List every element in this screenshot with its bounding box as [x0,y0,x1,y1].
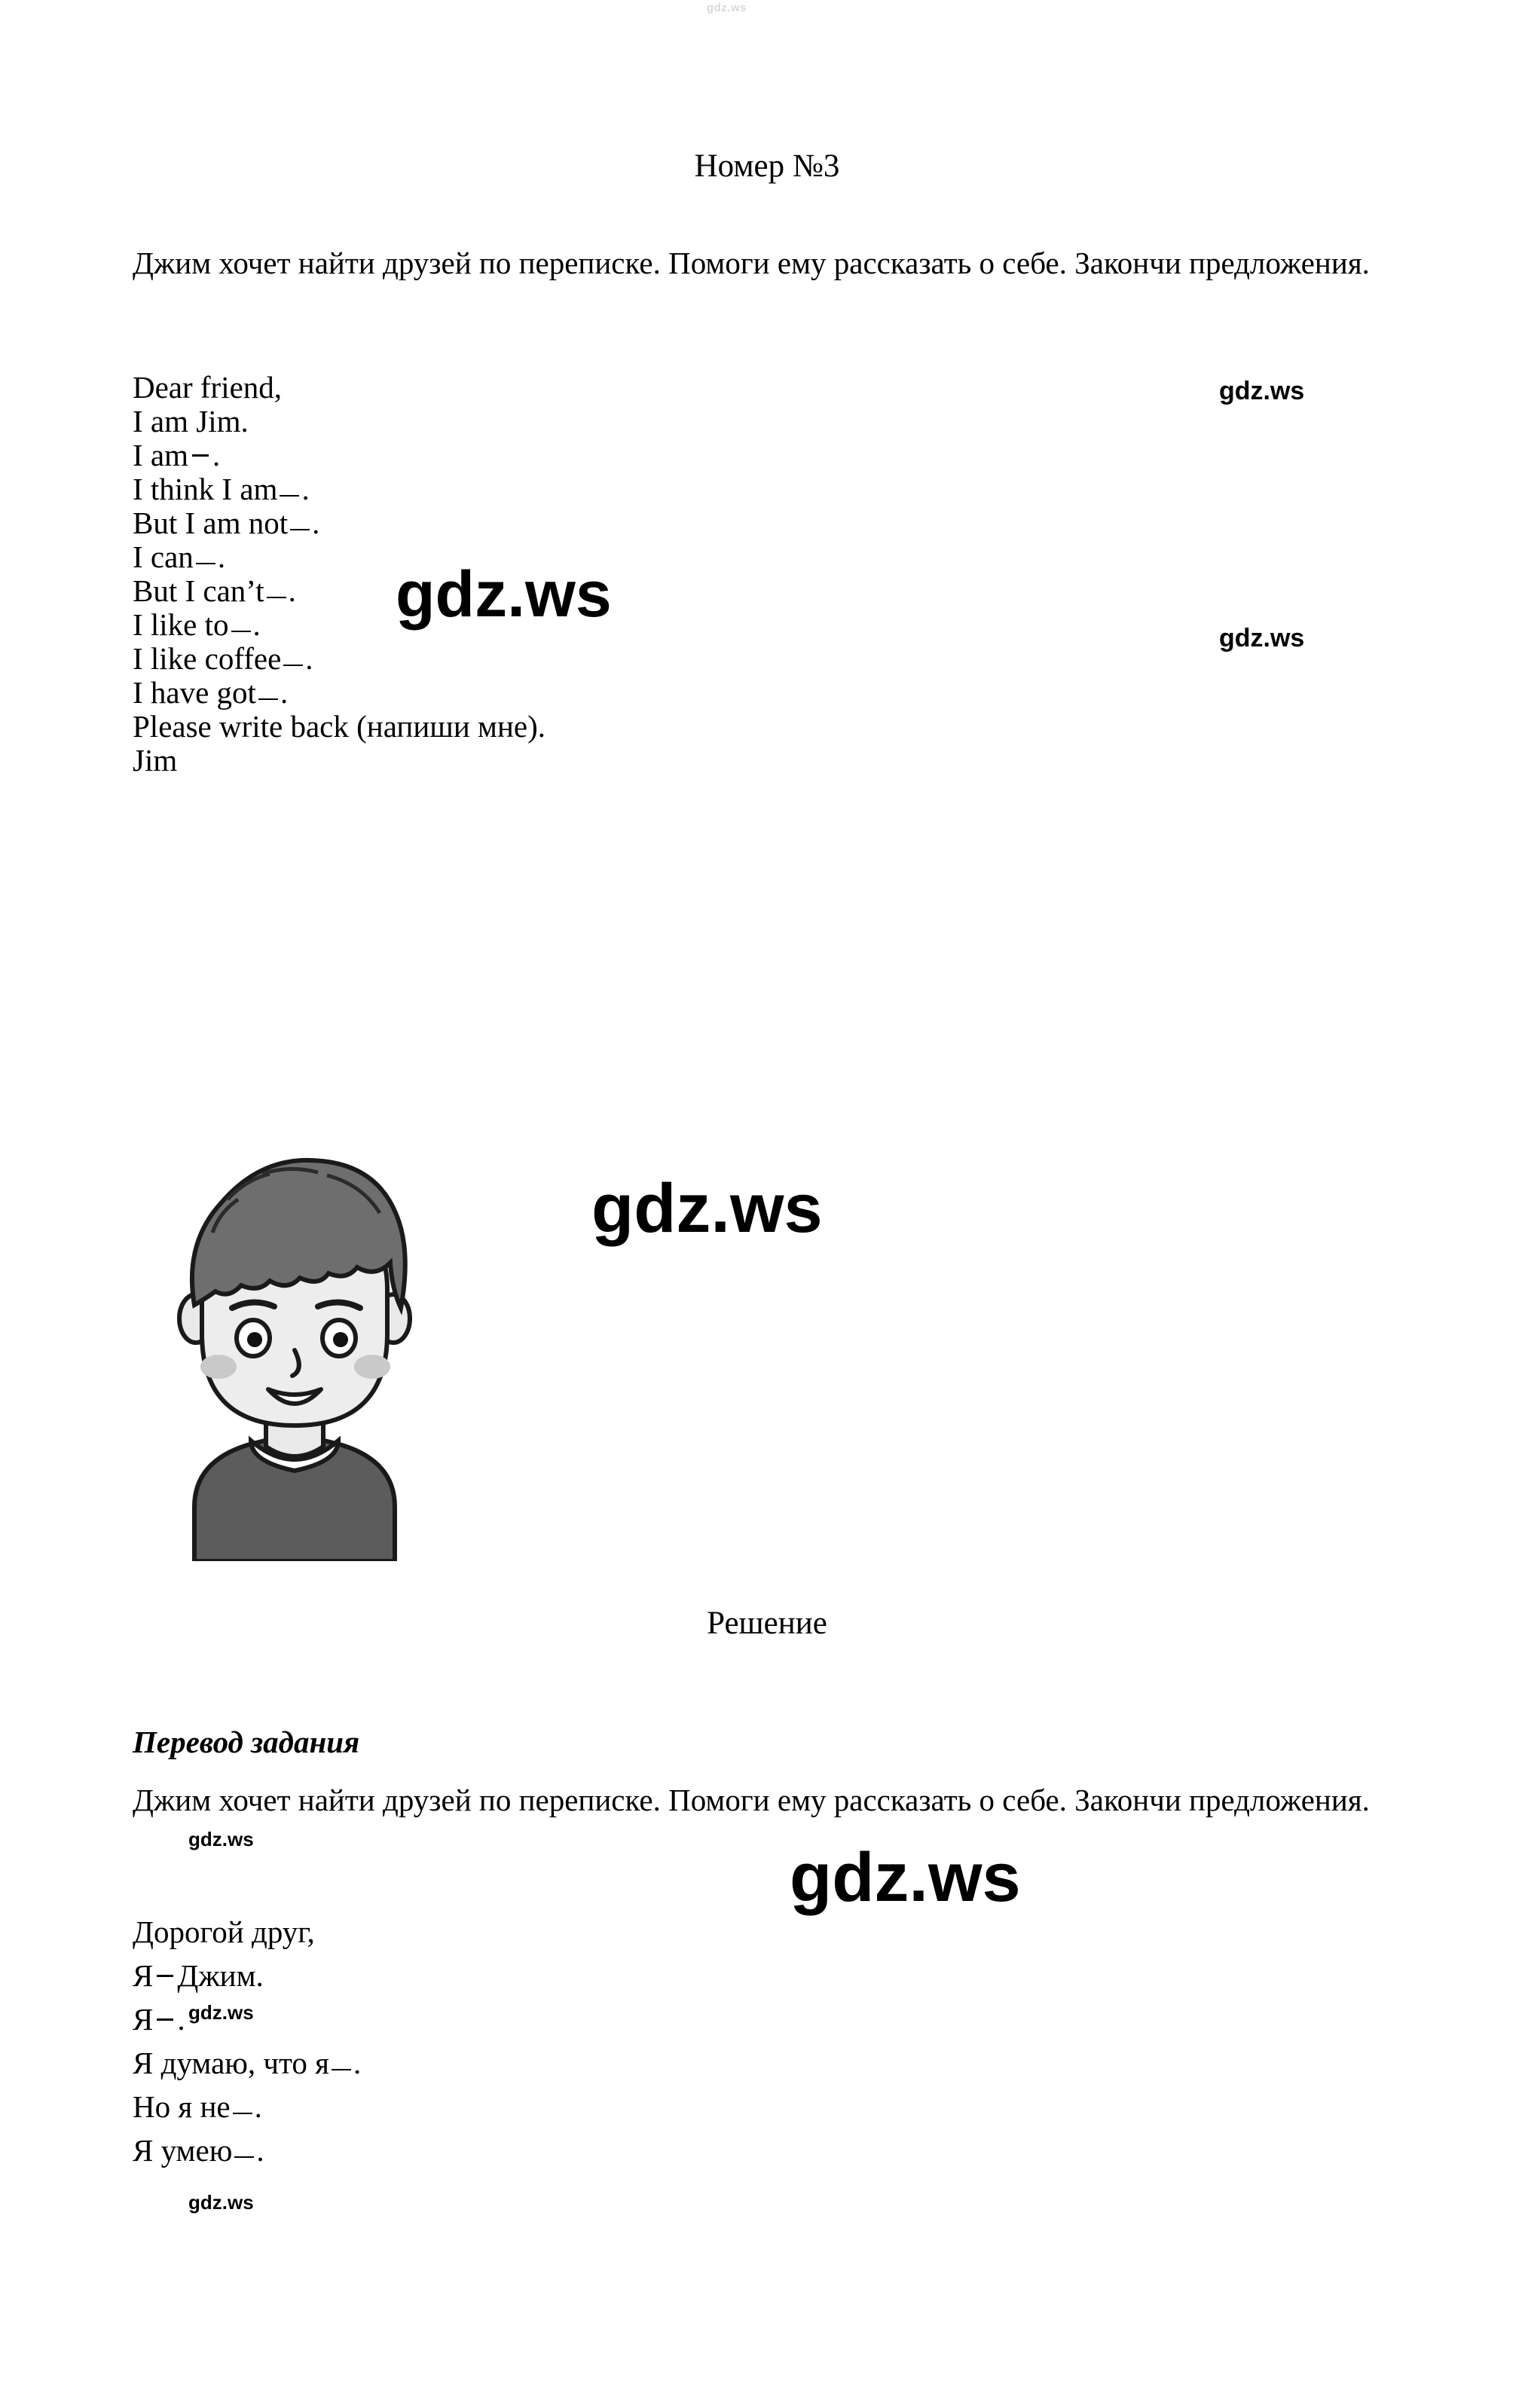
blank-underscore [290,529,310,530]
page-title: Номер №3 [694,148,840,184]
letter-line [133,471,545,505]
watermark-top-tiny: gdz.ws [707,2,747,14]
letter-text: . [217,539,226,574]
letter-text: I think I am [133,472,278,506]
letter-text: I can [133,539,194,574]
letter-text: I have got [133,675,256,710]
letter-line [133,674,545,708]
letter-text: . [256,2133,264,2168]
letter-line [133,742,545,776]
letter-text: Джим. [177,1958,264,1993]
blank-underscore [231,631,251,632]
boy-portrait-icon [149,1130,440,1561]
letter-text: I am Jim. [133,404,249,439]
watermark: gdz.ws [1219,624,1305,652]
task-intro-translation: Джим хочет найти друзей по переписке. Помоги ему рассказать о себе. Закончи предложения. [133,1783,1370,1817]
blank-underscore [233,2113,252,2114]
letter-text: I am [133,438,188,472]
letter-text: I like coffee [133,641,282,676]
letter-text: . [254,2089,262,2124]
letter-line [133,2132,361,2176]
blank-underscore [258,698,278,700]
letter-line [133,1914,361,1957]
letter-text: Дорогой друг, [133,1914,315,1949]
letter-text: . [252,607,261,642]
watermark: gdz.ws [396,558,612,631]
boy-illustration [149,1130,440,1561]
letter-text: . [280,675,289,710]
watermark: gdz.ws [591,1170,823,1247]
blank-underscore [280,495,299,497]
letter-line [133,708,545,742]
blank-dash [192,454,209,457]
blank-dash [157,1975,173,1977]
solution-heading: Решение [707,1606,827,1641]
letter-text: . [212,438,221,472]
watermark: gdz.ws [1219,377,1305,405]
blank-underscore [234,2156,254,2158]
letter-line [133,2045,361,2089]
blank-underscore [283,665,303,666]
letter-text: . [177,2002,185,2037]
letter-line [133,2089,361,2132]
letter-line [133,640,545,674]
watermark: gdz.ws [188,2191,254,2214]
blank-underscore [267,597,286,598]
letter-line [133,1957,361,2001]
task-intro-text: Джим хочет найти друзей по переписке. Помоги ему рассказать о себе. Закончи предложения. [133,246,1370,280]
watermark: gdz.ws [188,2001,254,2024]
blank-underscore [196,563,215,564]
letter-line [133,505,545,539]
letter-text: Я думаю, что я [133,2046,330,2080]
blank-underscore [332,2069,351,2070]
letter-text: Но я не [133,2089,231,2124]
letter-line [133,403,545,437]
letter-text: Dear friend, [133,370,283,405]
letter-text: Please write back (напиши мне). [133,709,546,744]
letter-text: But I can’t [133,573,264,608]
letter-text: . [301,472,310,506]
letter-text: Я умею [133,2133,233,2168]
letter-text: Я [133,1958,154,1993]
watermark: gdz.ws [188,1828,254,1850]
letter-text: I like to [133,607,229,642]
letter-text: . [305,641,313,676]
letter-text: . [288,573,296,608]
letter-text: But I am not [133,506,289,540]
watermark: gdz.ws [790,1839,1021,1916]
letter-text: . [312,506,320,540]
translation-heading: Перевод задания [133,1725,360,1759]
letter-line [133,369,545,403]
blank-dash [157,2018,173,2021]
letter-line [133,437,545,471]
letter-text: . [353,2046,362,2080]
letter-text: Я [133,2002,154,2037]
letter-signature: Jim [133,743,178,778]
russian-letter-block [133,1914,361,2176]
